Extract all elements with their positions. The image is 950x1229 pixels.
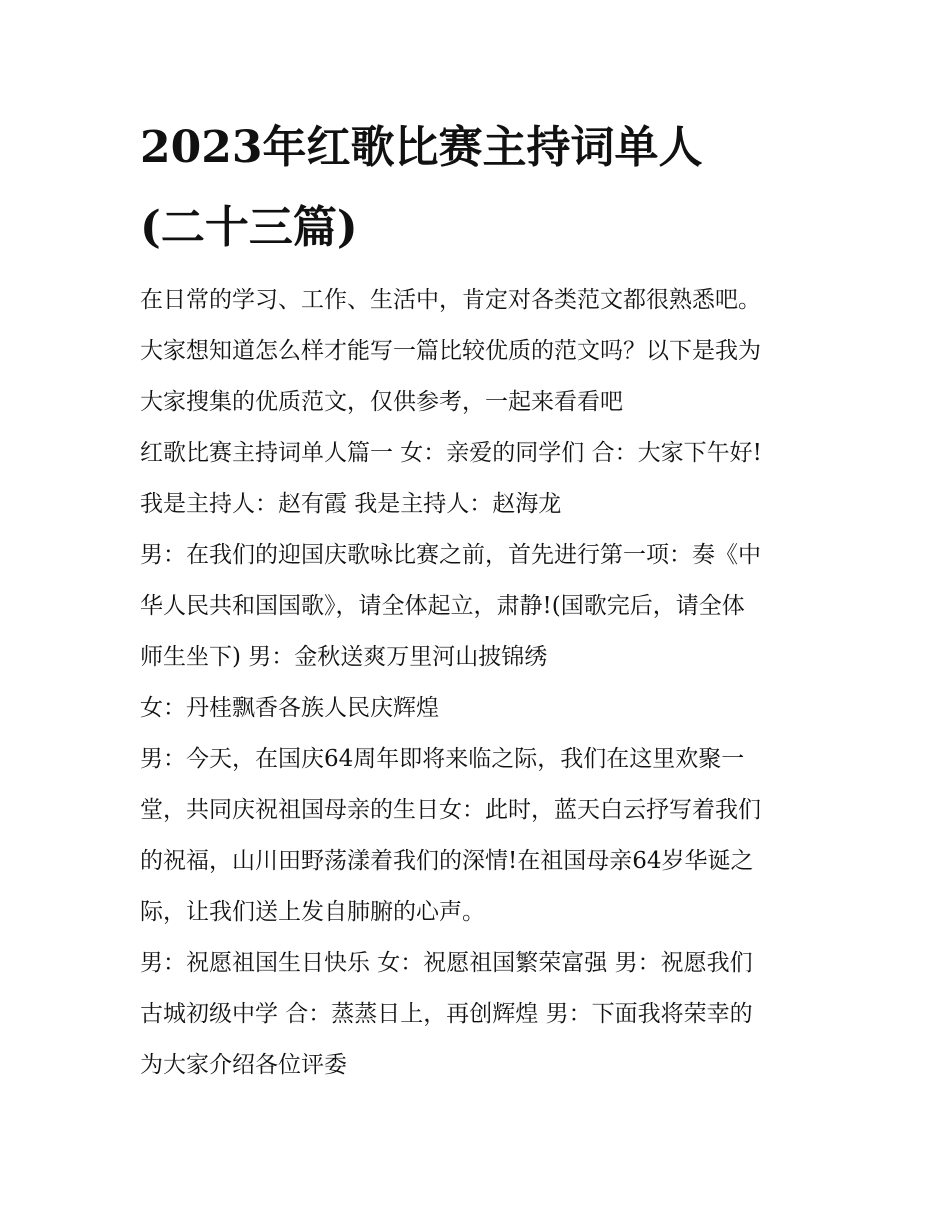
text-line: 际，让我们送上发自肺腑的心声。 [140, 899, 485, 925]
text-line: 男：今天，在国庆64周年即将来临之际，我们在这里欢聚一 [140, 746, 745, 772]
paragraph-wishes [140, 938, 820, 1091]
text-line: 堂，共同庆祝祖国母亲的生日女：此时，蓝天白云抒写着我们 [140, 797, 761, 823]
document-title [140, 108, 840, 268]
title-line-1: 2023年红歌比赛主持词单人 [140, 122, 703, 173]
text-line: 大家想知道怎么样才能写一篇比较优质的范文吗？以下是我为 [140, 338, 761, 364]
text-line: 男：祝愿祖国生日快乐 女：祝愿祖国繁荣富强 男：祝愿我们 [140, 950, 753, 976]
paragraph-celebration [140, 734, 820, 938]
text-line: 为大家介绍各位评委 [140, 1052, 347, 1078]
text-line: 华人民共和国国歌》，请全体起立，肃静!(国歌完后，请全体 [140, 593, 745, 619]
text-line: 古城初级中学 合：蒸蒸日上，再创辉煌 男：下面我将荣幸的 [140, 1001, 753, 1027]
text-line: 大家搜集的优质范文，仅供参考，一起来看看吧 [140, 389, 623, 415]
text-line: 师生坐下) 男：金秋送爽万里河山披锦绣 [140, 644, 548, 670]
text-line: 的祝福，山川田野荡漾着我们的深情!在祖国母亲64岁华诞之 [140, 848, 754, 874]
paragraph-female-line [140, 683, 820, 734]
text-line: 红歌比赛主持词单人篇一 女：亲爱的同学们 合：大家下午好! [140, 440, 762, 466]
text-line: 在日常的学习、工作、生活中，肯定对各类范文都很熟悉吧。 [140, 287, 761, 313]
document-body [140, 275, 820, 1091]
title-line-2: (二十三篇) [140, 202, 358, 253]
text-line: 男：在我们的迎国庆歌咏比赛之前，首先进行第一项：奏《中 [140, 542, 761, 568]
text-line: 我是主持人：赵有霞 我是主持人：赵海龙 [140, 491, 562, 517]
text-line: 女：丹桂飘香各族人民庆辉煌 [140, 695, 439, 721]
paragraph-anthem [140, 530, 820, 683]
paragraph-opening [140, 428, 820, 530]
intro-paragraph [140, 275, 820, 428]
